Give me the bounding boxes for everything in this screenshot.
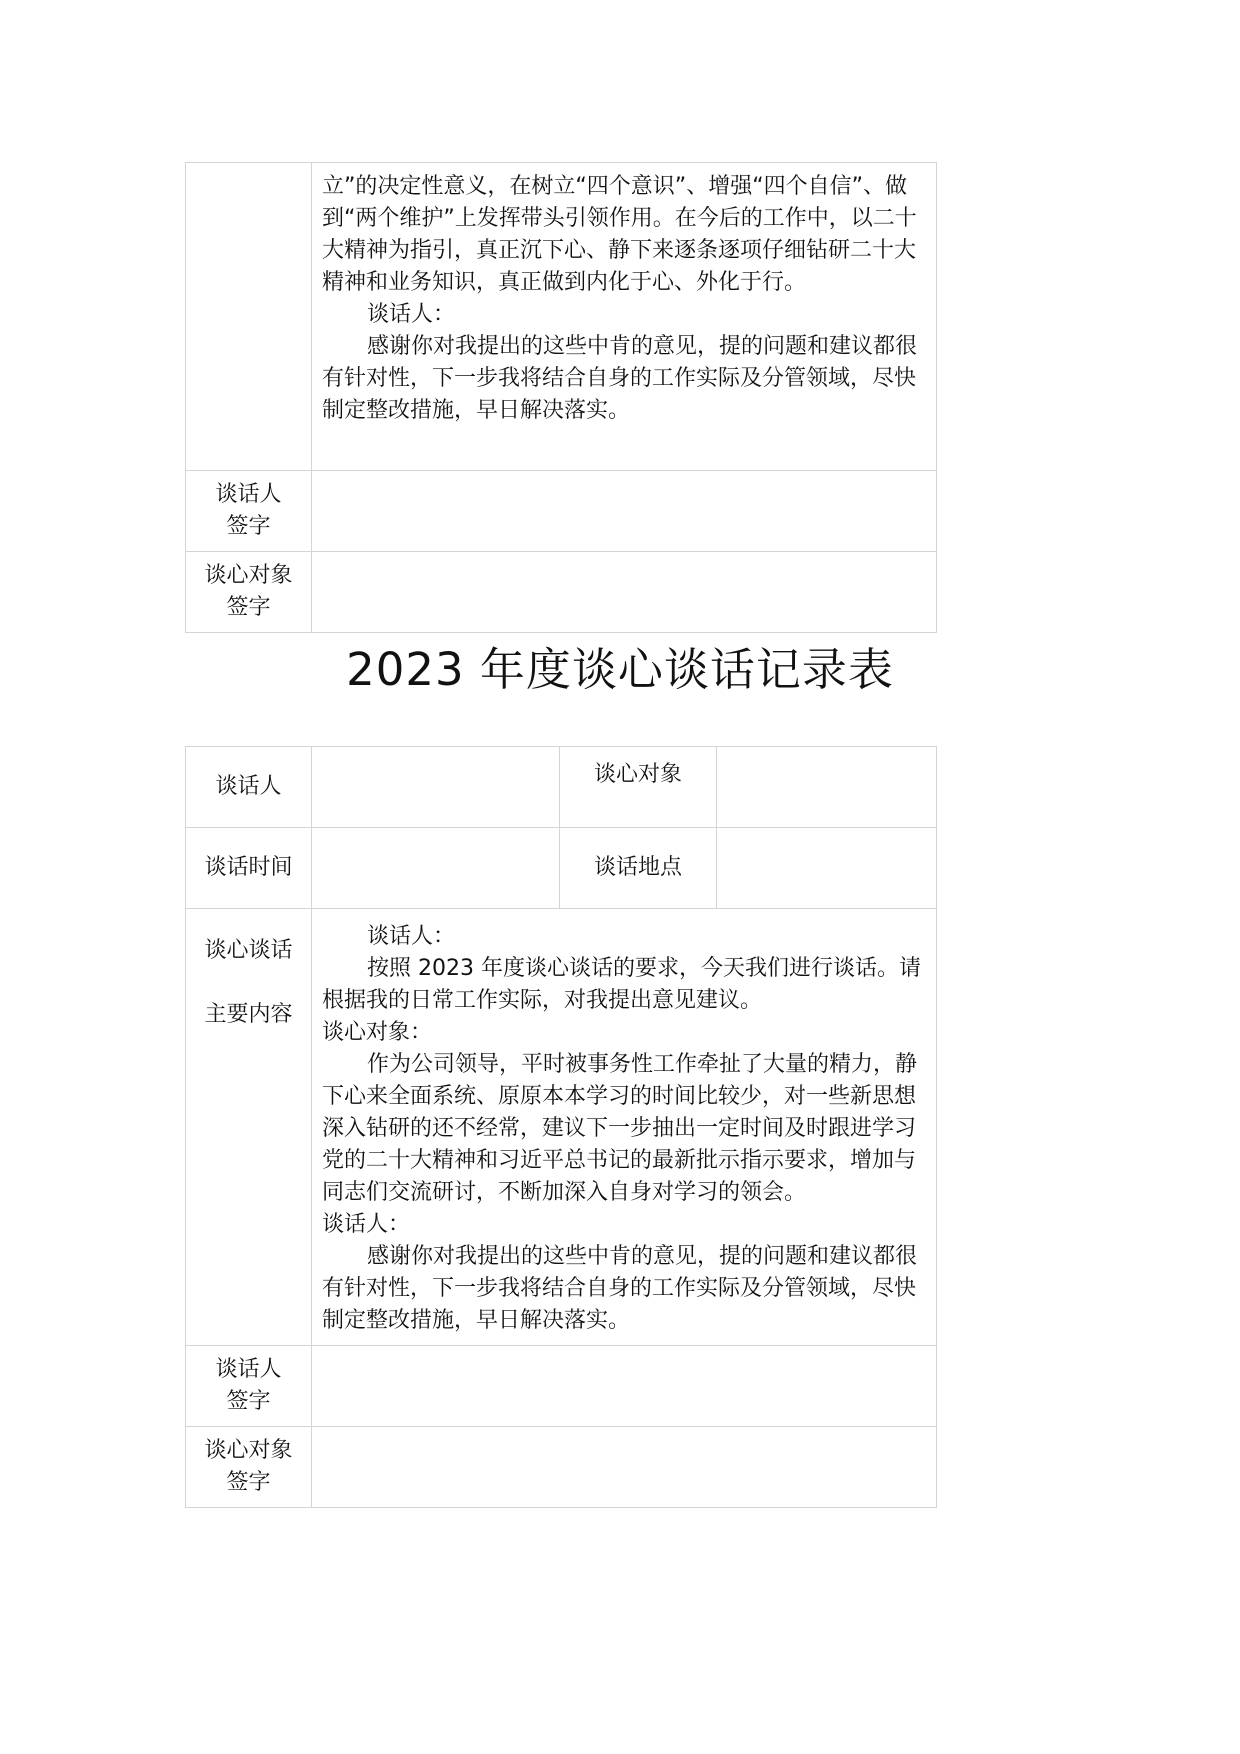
talker-label: 谈话人 [186, 747, 312, 828]
record-sign-target-field[interactable] [312, 1427, 937, 1508]
dialogue-text: 作为公司领导，平时被事务性工作牵扯了大量的精力，静下心来全面系统、原原本本学习的时间比较少，对一些新思想深入钻研的还不经常，建议下一步抽出一定时间及时跟进学习党的二十大精神和习近平总书记的最新批示指示要求，增加与同志们交流研讨，不断加深入自身对学习的领会。 [322, 1052, 918, 1205]
continuation-paragraph: 立”的决定性意义，在树立“四个意识”、增强“四个自信”、做到“两个维护”上发挥带头引领作用。在今后的工作中，以二十大精神为指引，真正沉下心、静下来逐条逐项仔细钻研二十大精神和业务知识，真正做到内化于心、外化于行。 [322, 174, 917, 295]
record-sign-target-label-line1: 谈心对象 [204, 1438, 293, 1463]
dialogue-speaker: 谈话人： [367, 924, 456, 949]
main-content-label-line2: 主要内容 [204, 1002, 293, 1027]
sign-target-label-line1: 谈心对象 [204, 563, 293, 588]
continuation-label-cell [186, 163, 312, 471]
sign-target-label [186, 552, 312, 633]
record-sign-talker-label-line2: 签字 [226, 1389, 271, 1414]
record-sign-talker-label [186, 1346, 312, 1427]
sign-talker-label-line2: 签字 [226, 514, 271, 539]
target-field[interactable] [717, 747, 937, 828]
record-sign-talker-label-line1: 谈话人 [215, 1357, 282, 1382]
sign-talker-field[interactable] [312, 471, 937, 552]
dialogue-speaker: 谈心对象： [322, 1020, 433, 1045]
continuation-response: 感谢你对我提出的这些中肯的意见，提的问题和建议都很有针对性，下一步我将结合自身的工作实际及分管领域，尽快制定整改措施，早日解决落实。 [322, 334, 918, 423]
sign-target-label-line2: 签字 [226, 595, 271, 620]
sign-talker-label [186, 471, 312, 552]
record-sign-target-label [186, 1427, 312, 1508]
place-label: 谈话地点 [560, 828, 717, 909]
record-sign-target-label-line2: 签字 [226, 1470, 271, 1495]
time-field[interactable] [312, 828, 560, 909]
target-label: 谈心对象 [560, 747, 717, 828]
dialogue-text: 按照 2023 年度谈心谈话的要求，今天我们进行谈话。请根据我的日常工作实际，对我提出意见建议。 [322, 956, 921, 1013]
document-title: 2023 年度谈心谈话记录表 [346, 643, 894, 696]
main-content-label [186, 909, 312, 1346]
main-content-cell [312, 909, 937, 1346]
record-sign-talker-field[interactable] [312, 1346, 937, 1427]
dialogue-text: 感谢你对我提出的这些中肯的意见，提的问题和建议都很有针对性，下一步我将结合自身的工作实际及分管领域，尽快制定整改措施，早日解决落实。 [322, 1244, 918, 1333]
record-table [185, 746, 937, 1508]
sign-talker-label-line1: 谈话人 [215, 482, 282, 507]
sign-target-field[interactable] [312, 552, 937, 633]
continuation-speaker-label: 谈话人： [367, 302, 456, 327]
continuation-table [185, 162, 937, 633]
place-field[interactable] [717, 828, 937, 909]
main-content-label-line1: 谈心谈话 [204, 938, 293, 963]
dialogue-speaker: 谈话人： [322, 1212, 411, 1237]
talker-field[interactable] [312, 747, 560, 828]
continuation-content-cell [312, 163, 937, 471]
time-label: 谈话时间 [186, 828, 312, 909]
